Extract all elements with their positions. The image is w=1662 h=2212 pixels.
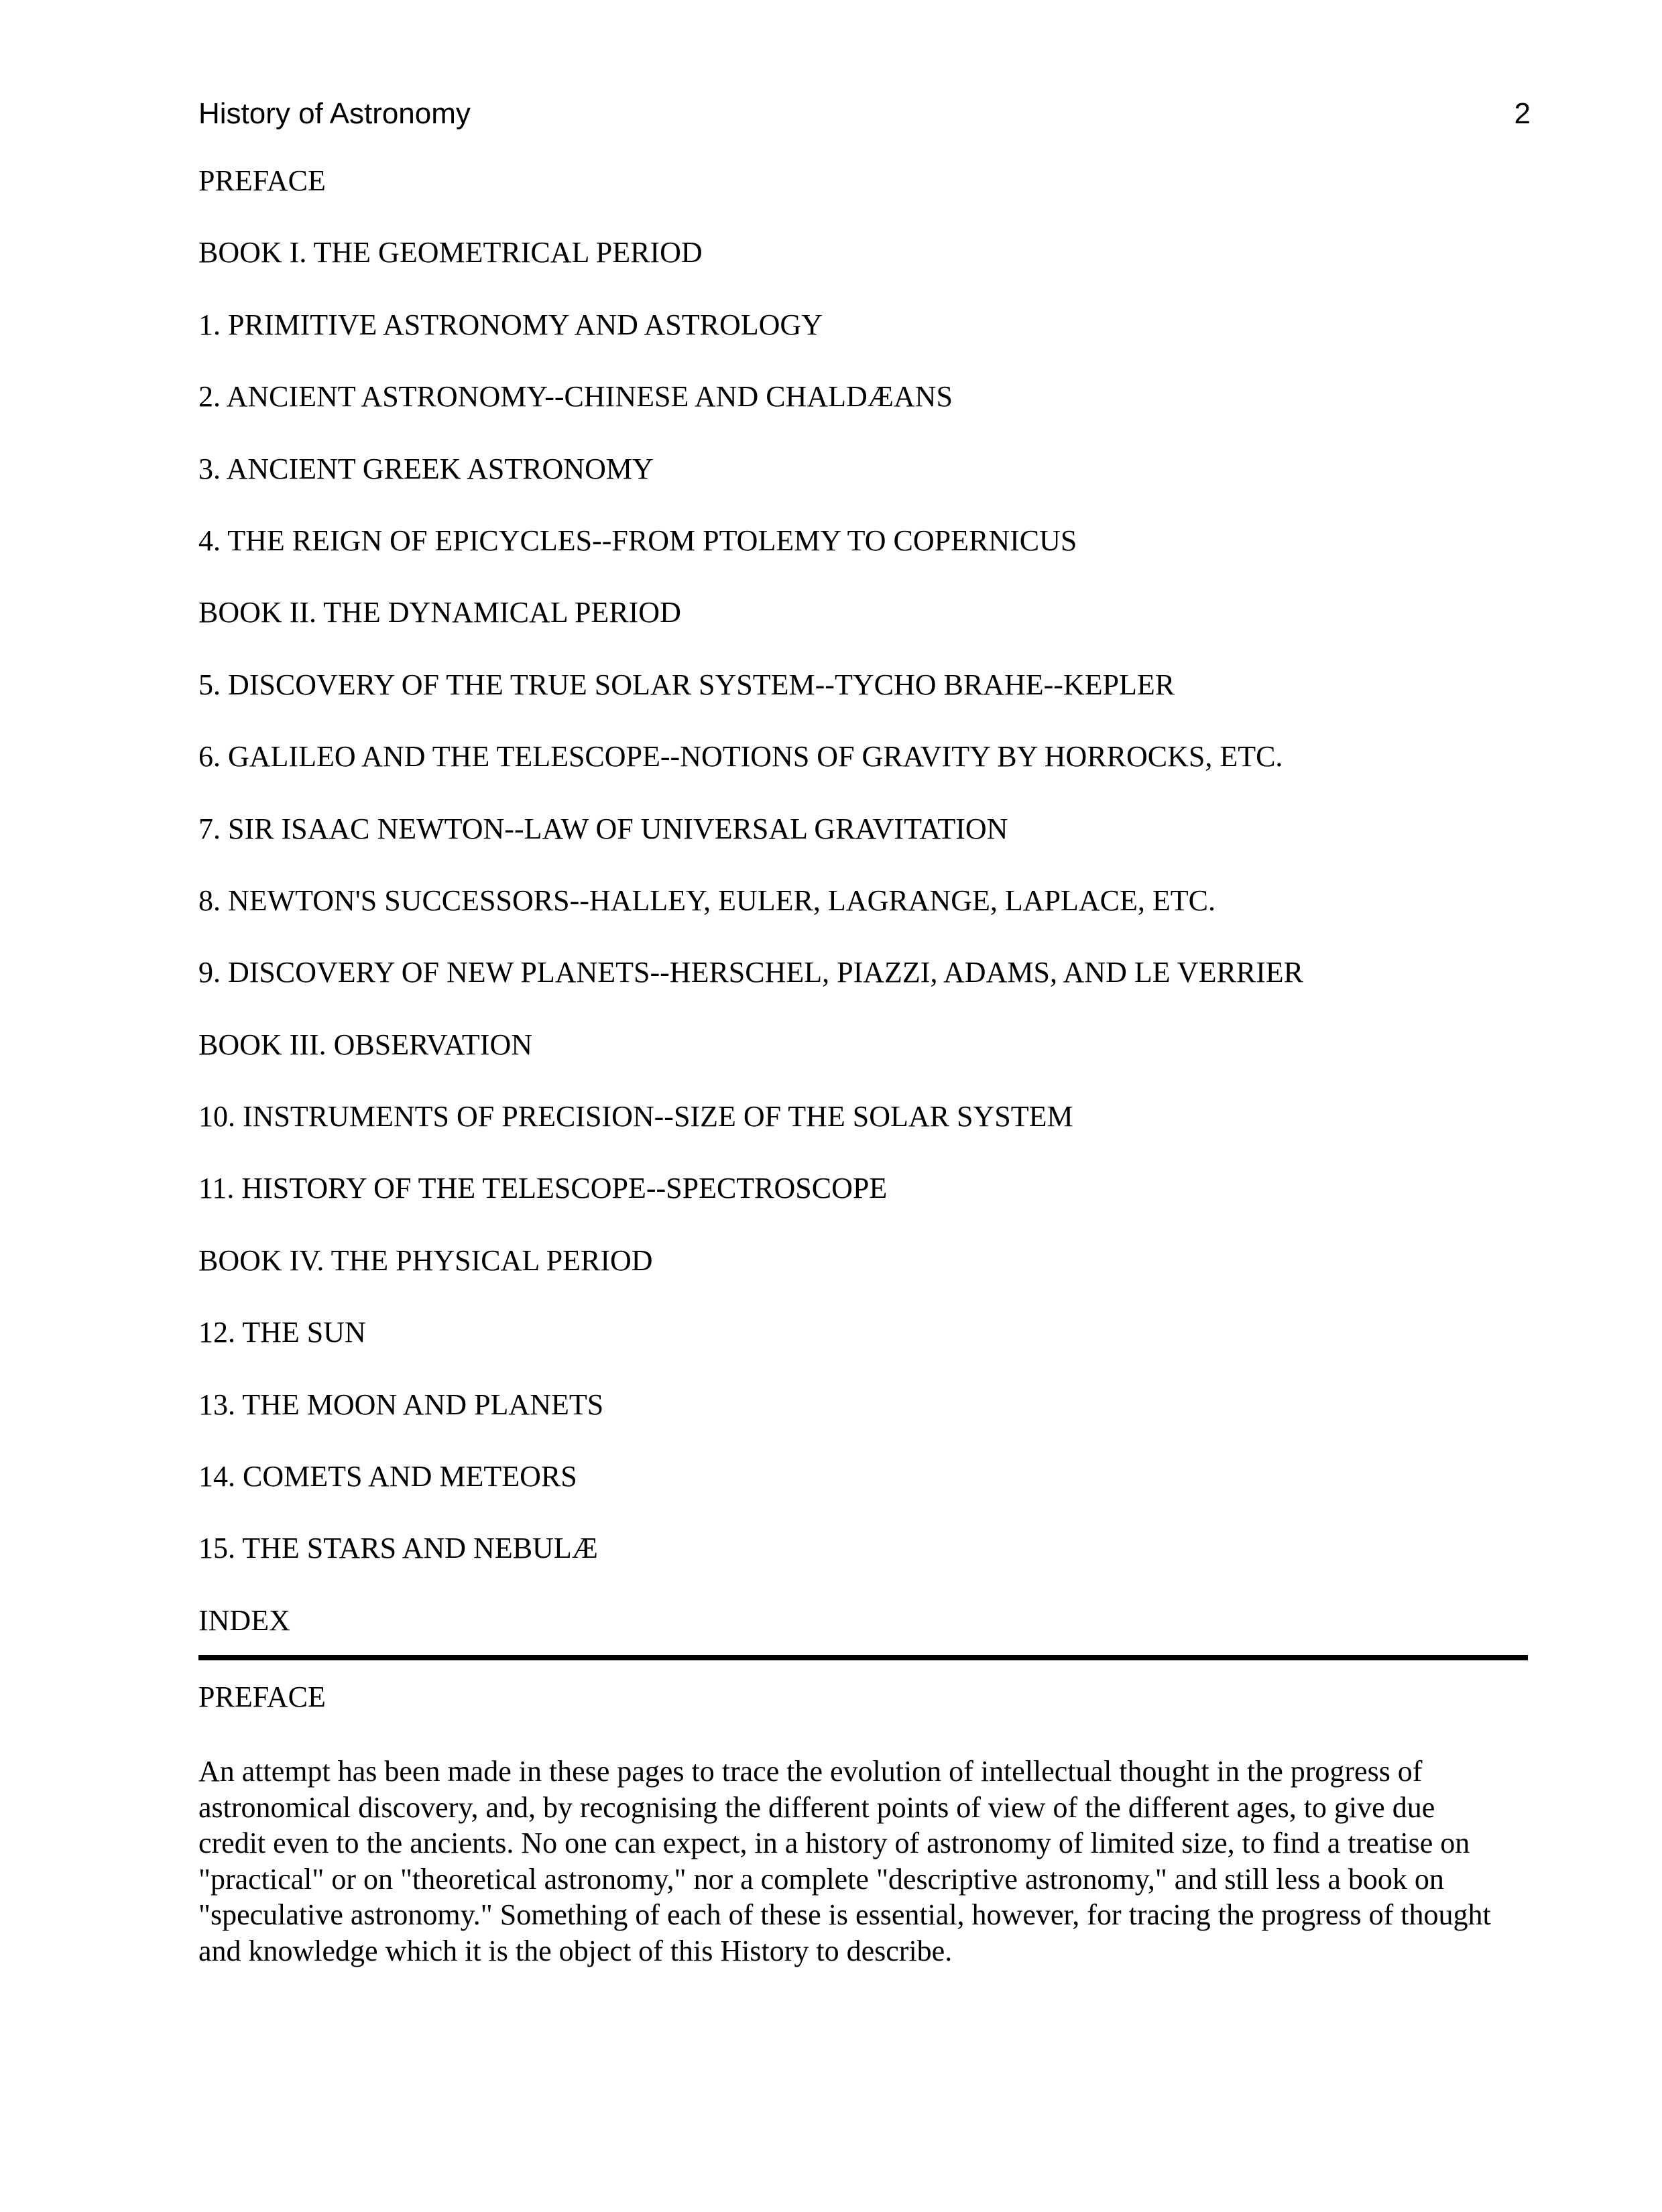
toc-item-chapter-13: 13. THE MOON AND PLANETS	[198, 1388, 604, 1421]
toc-item-chapter-5: 5. DISCOVERY OF THE TRUE SOLAR SYSTEM--TYCHO BRAHE--KEPLER	[198, 668, 1175, 701]
preface-heading: PREFACE	[198, 1680, 326, 1713]
toc-item-chapter-4: 4. THE REIGN OF EPICYCLES--FROM PTOLEMY TO COPERNICUS	[198, 524, 1077, 557]
table-of-contents	[198, 164, 1533, 1675]
toc-item-chapter-2: 2. ANCIENT ASTRONOMY--CHINESE AND CHALDÆANS	[198, 380, 953, 414]
toc-item-chapter-6: 6. GALILEO AND THE TELESCOPE--NOTIONS OF GRAVITY BY HORROCKS, ETC.	[198, 740, 1283, 774]
toc-item-preface: PREFACE	[198, 164, 326, 197]
preface-line: An attempt has been made in these pages to trace the evolution of intellectual thought in the progress of	[198, 1755, 1423, 1788]
toc-item-chapter-15: 15. THE STARS AND NEBULÆ	[198, 1532, 598, 1565]
toc-item-chapter-14: 14. COMETS AND METEORS	[198, 1460, 577, 1493]
preface-line: "practical" or on "theoretical astronomy," nor a complete "descriptive astronomy," and still less a book on	[198, 1862, 1444, 1896]
toc-item-chapter-3: 3. ANCIENT GREEK ASTRONOMY	[198, 452, 654, 485]
toc-item-book-1: BOOK I. THE GEOMETRICAL PERIOD	[198, 236, 703, 269]
toc-item-book-2: BOOK II. THE DYNAMICAL PERIOD	[198, 596, 681, 629]
toc-item-chapter-12: 12. THE SUN	[198, 1316, 366, 1349]
toc-item-chapter-9: 9. DISCOVERY OF NEW PLANETS--HERSCHEL, PIAZZI, ADAMS, AND LE VERRIER	[198, 956, 1304, 989]
toc-item-chapter-11: 11. HISTORY OF THE TELESCOPE--SPECTROSCOPE	[198, 1172, 888, 1205]
preface-paragraph	[198, 1754, 1533, 1969]
horizontal-divider	[198, 1655, 1528, 1660]
page-number: 2	[1514, 97, 1531, 130]
toc-item-chapter-7: 7. SIR ISAAC NEWTON--LAW OF UNIVERSAL GRAVITATION	[198, 812, 1008, 845]
preface-line: and knowledge which it is the object of this History to describe.	[198, 1934, 953, 1967]
toc-item-book-3: BOOK III. OBSERVATION	[198, 1028, 533, 1061]
toc-item-index: INDEX	[198, 1603, 290, 1637]
toc-item-book-4: BOOK IV. THE PHYSICAL PERIOD	[198, 1243, 653, 1277]
preface-line: astronomical discovery, and, by recognising the different points of view of the different ages, to give due	[198, 1790, 1435, 1824]
preface-line: credit even to the ancients. No one can expect, in a history of astronomy of limited size, to find a treatise on	[198, 1827, 1470, 1859]
toc-item-chapter-10: 10. INSTRUMENTS OF PRECISION--SIZE OF THE SOLAR SYSTEM	[198, 1100, 1073, 1133]
running-header-title: History of Astronomy	[198, 97, 471, 130]
preface-line: "speculative astronomy." Something of each of these is essential, however, for tracing the progress of thought	[198, 1898, 1491, 1931]
toc-item-chapter-8: 8. NEWTON'S SUCCESSORS--HALLEY, EULER, LAGRANGE, LAPLACE, ETC.	[198, 883, 1215, 917]
toc-item-chapter-1: 1. PRIMITIVE ASTRONOMY AND ASTROLOGY	[198, 308, 823, 341]
